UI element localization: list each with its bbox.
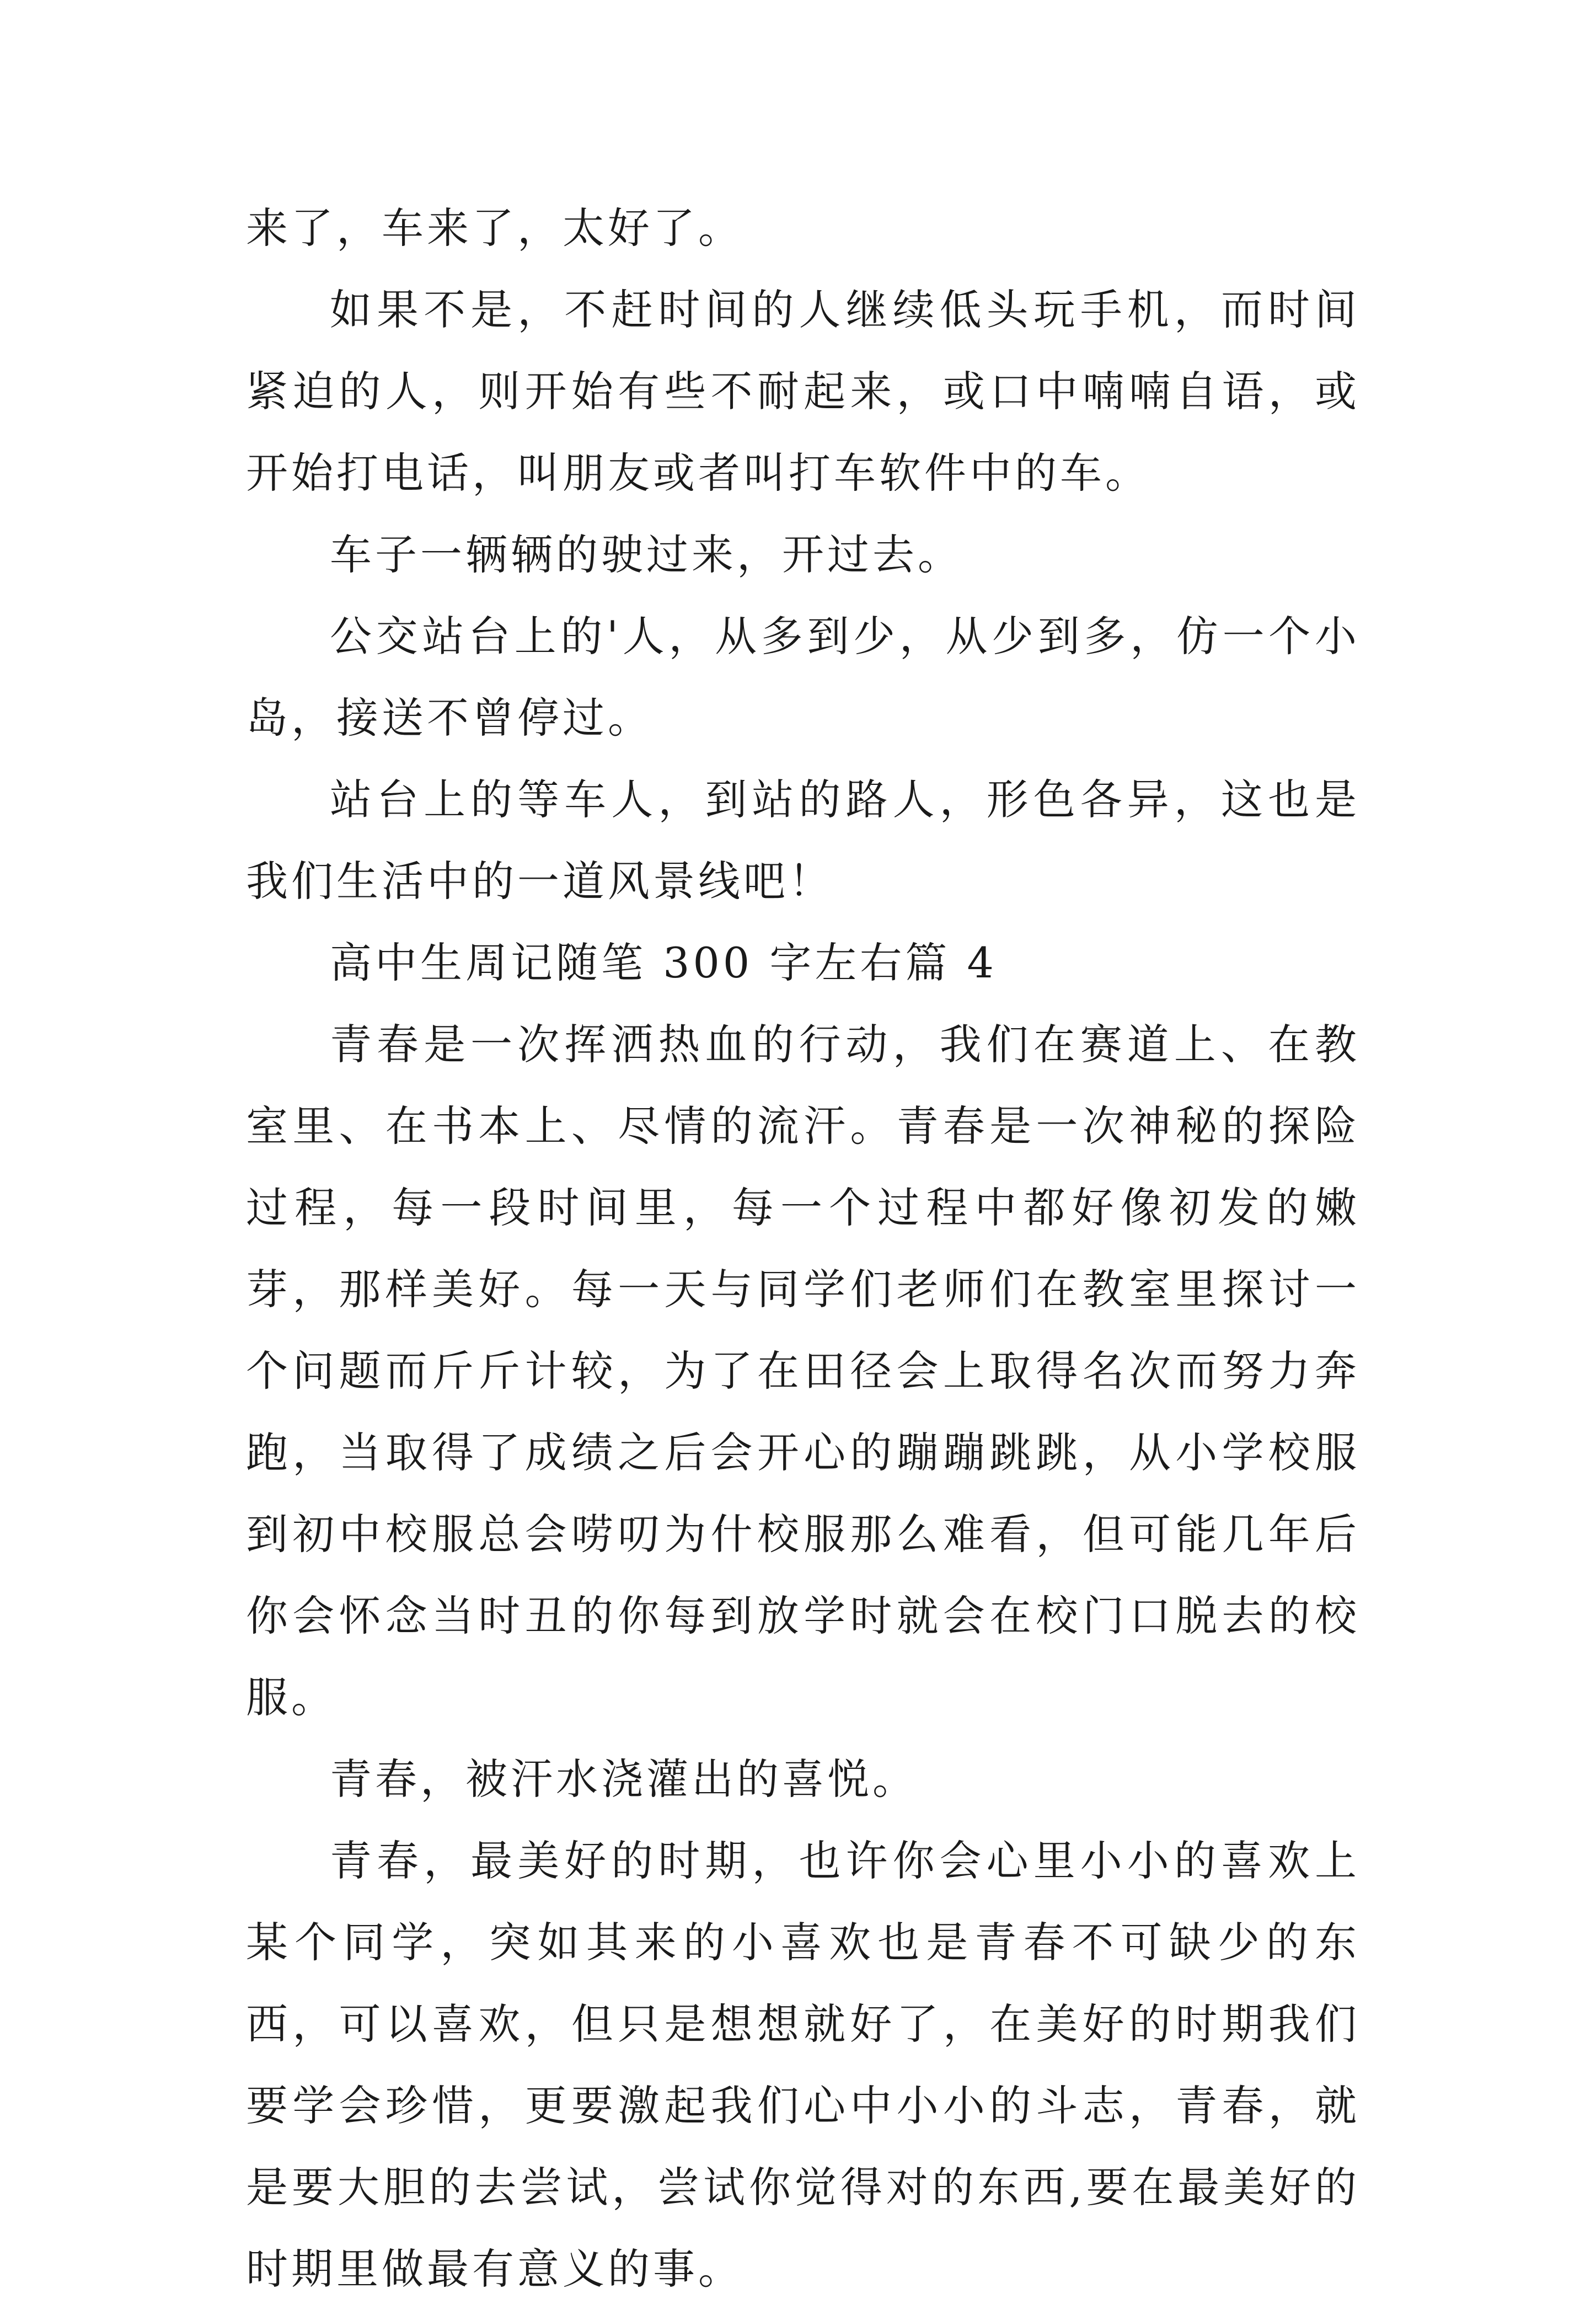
paragraph: 公交站台上的'人，从多到少，从少到多，仿一个小岛，接送不曾停过。 — [246, 612, 1360, 742]
paragraph: 车子一辆辆的驶过来，开过去。 — [330, 530, 963, 579]
section-heading: 高中生周记随笔 300 字左右篇 4 — [330, 938, 997, 987]
paragraph: 如果不是，不赶时间的人继续低头玩手机，而时间紧迫的人，则开始有些不耐起来，或口中喃喃自语，或开始打电话，叫朋友或者叫打车软件中的车。 — [246, 285, 1360, 498]
paragraph: 青春是一次挥洒热血的行动，我们在赛道上、在教室里、在书本上、尽情的流汗。青春是一次神秘的探险过程，每一段时间里，每一个过程中都好像初发的嫩芽，那样美好。每一天与同学们老师们在教室里探讨一个问题而斤斤计较，为了在田径会上取得名次而努力奔跑，当取得了成绩之后会开心的蹦蹦跳跳，从小学校服到初中校服总会唠叨为什校服那么难看，但可能几年后你会怀念当时丑的你每到放学时就会在校门口脱去的校服。 — [246, 1020, 1360, 1722]
paragraph: 站台上的等车人，到站的路人，形色各异，这也是我们生活中的一道风景线吧！ — [246, 775, 1360, 906]
document-body — [246, 188, 1360, 2310]
paragraph: 青春，最美好的时期，也许你会心里小小的喜欢上某个同学，突如其来的小喜欢也是青春不可缺少的东西，可以喜欢，但只是想想就好了，在美好的时期我们要学会珍惜，更要激起我们心中小小的斗志，青春，就是要大胆的去尝试，尝试你觉得对的东西,要在最美好的时期里做最有意义的事。 — [246, 1836, 1360, 2293]
paragraph: 青春，被汗水浇灌出的喜悦。 — [330, 1755, 918, 1804]
paragraph-continuation: 来了，车来了，太好了。 — [246, 204, 743, 253]
